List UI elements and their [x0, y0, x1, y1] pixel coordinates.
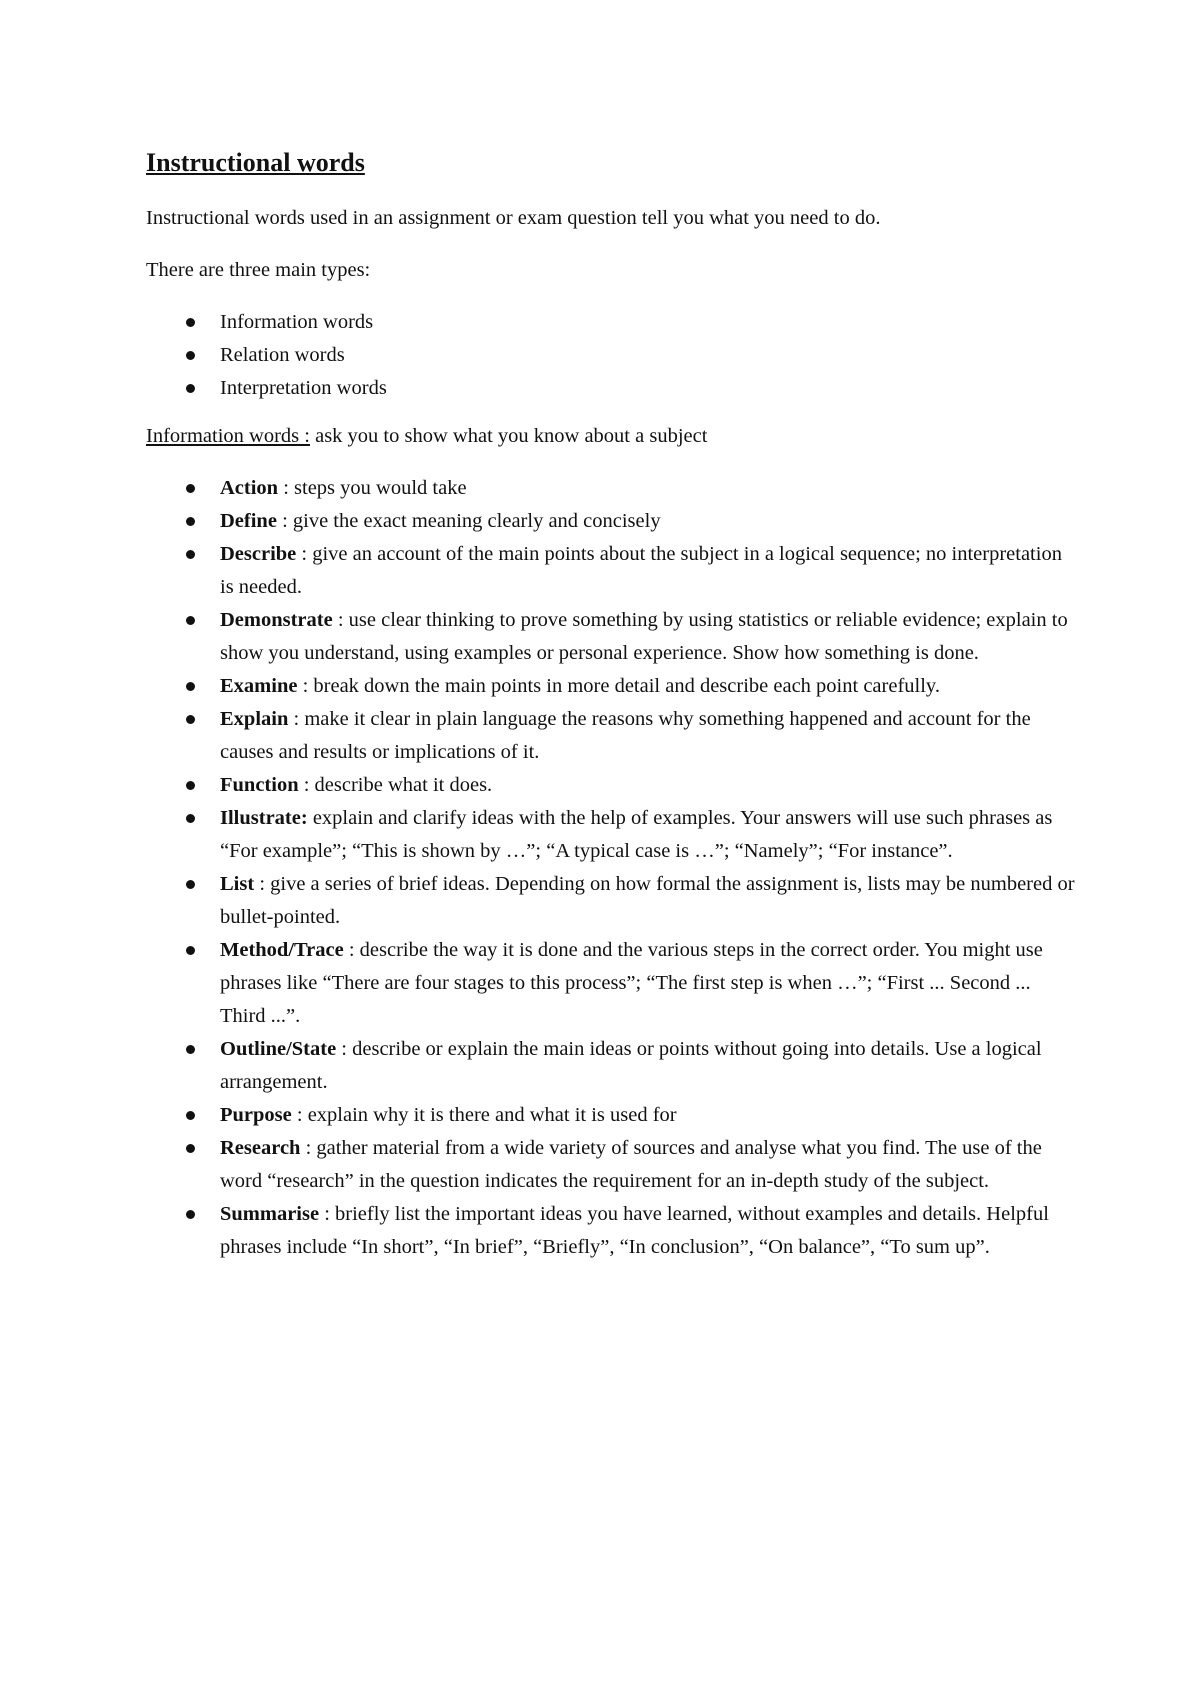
definition: : give an account of the main points about the subject in a logical sequence; no interpretation is needed.: [220, 543, 1062, 598]
definition: : briefly list the important ideas you have learned, without examples and details. Helpful phrases include “In short”, “In brief”, “Briefly”, “In conclusion”, “On balance”, “To sum up”.: [220, 1203, 1049, 1258]
bullet-icon: [186, 384, 195, 393]
definition: : give a series of brief ideas. Depending on how formal the assignment is, lists may be numbered or bullet-pointed.: [220, 873, 1075, 928]
list-item: [146, 505, 1076, 538]
definition: : make it clear in plain language the reasons why something happened and account for the causes and results or implications of it.: [220, 708, 1031, 763]
page-title: Instructional words: [146, 148, 365, 177]
definition: : give the exact meaning clearly and concisely: [276, 510, 661, 532]
list-item: Relation words: [146, 339, 1076, 372]
types-list: [146, 306, 1076, 405]
bullet-icon: [186, 1144, 195, 1153]
bullet-icon: [186, 880, 195, 889]
term: Explain: [220, 708, 289, 730]
term: Examine: [220, 675, 298, 697]
bullet-icon: [186, 517, 195, 526]
list-item: [146, 472, 1076, 505]
bullet-icon: [186, 616, 195, 625]
definitions-list: [146, 472, 1076, 1264]
list-item: [146, 1033, 1076, 1099]
bullet-icon: [186, 682, 195, 691]
term: Define: [220, 510, 277, 532]
bullet-icon: [186, 1210, 195, 1219]
list-item: [146, 868, 1076, 934]
bullet-icon: [186, 781, 195, 790]
term: Demonstrate: [220, 609, 333, 631]
bullet-icon: [186, 351, 195, 360]
bullet-icon: [186, 550, 195, 559]
list-item: [146, 538, 1076, 604]
term: Describe: [220, 543, 297, 565]
list-item: [146, 769, 1076, 802]
term: List: [220, 873, 255, 895]
list-item: [146, 703, 1076, 769]
definition: : break down the main points in more detail and describe each point carefully.: [297, 675, 940, 697]
term: Action: [220, 477, 279, 499]
term: Method/Trace: [220, 939, 344, 961]
list-item: Information words: [146, 306, 1076, 339]
list-item: [146, 1132, 1076, 1198]
list-item: [146, 1198, 1076, 1264]
info-section-heading: [146, 420, 1076, 453]
definition: : describe what it does.: [298, 774, 493, 796]
definition: explain and clarify ideas with the help of examples. Your answers will use such phrases as “For example”; “This is shown by …”; “A typical case is …”; “Namely”; “For instance”.: [220, 807, 1053, 862]
bullet-icon: [186, 814, 195, 823]
list-item: [146, 604, 1076, 670]
definition: : gather material from a wide variety of sources and analyse what you find. The use of the word “research” in the question indicates the requirement for an in-depth study of the subject.: [220, 1137, 1042, 1192]
term: Illustrate:: [220, 807, 308, 829]
term: Purpose: [220, 1104, 292, 1126]
list-item: [146, 670, 1076, 703]
definition: : describe the way it is done and the various steps in the correct order. You might use phrases like “There are four stages to this process”; “The first step is when …”; “First ... Second ... Third ...”.: [220, 939, 1043, 1027]
term: Research: [220, 1137, 301, 1159]
list-item: [146, 1099, 1076, 1132]
bullet-icon: [186, 1045, 195, 1054]
list-item: [146, 934, 1076, 1033]
info-section-label: Information words :: [146, 425, 310, 447]
bullet-icon: [186, 318, 195, 327]
definition: : steps you would take: [278, 477, 467, 499]
definition: : describe or explain the main ideas or points without going into details. Use a logical arrangement.: [220, 1038, 1042, 1093]
list-item: [146, 802, 1076, 868]
info-section-description: ask you to show what you know about a subject: [309, 425, 708, 447]
bullet-icon: [186, 1111, 195, 1120]
term: Outline/State: [220, 1038, 337, 1060]
intro-paragraph: Instructional words used in an assignment or exam question tell you what you need to do.: [146, 207, 881, 229]
bullet-icon: [186, 484, 195, 493]
definition: : use clear thinking to prove something by using statistics or reliable evidence; explain to show you understand, using examples or personal experience. Show how something is done.: [220, 609, 1068, 664]
types-intro: There are three main types:: [146, 259, 371, 281]
term: Summarise: [220, 1203, 320, 1225]
bullet-icon: [186, 715, 195, 724]
definition: : explain why it is there and what it is used for: [291, 1104, 677, 1126]
list-item: Interpretation words: [146, 372, 1076, 405]
term: Function: [220, 774, 299, 796]
bullet-icon: [186, 946, 195, 955]
document-content: [146, 146, 1076, 1264]
